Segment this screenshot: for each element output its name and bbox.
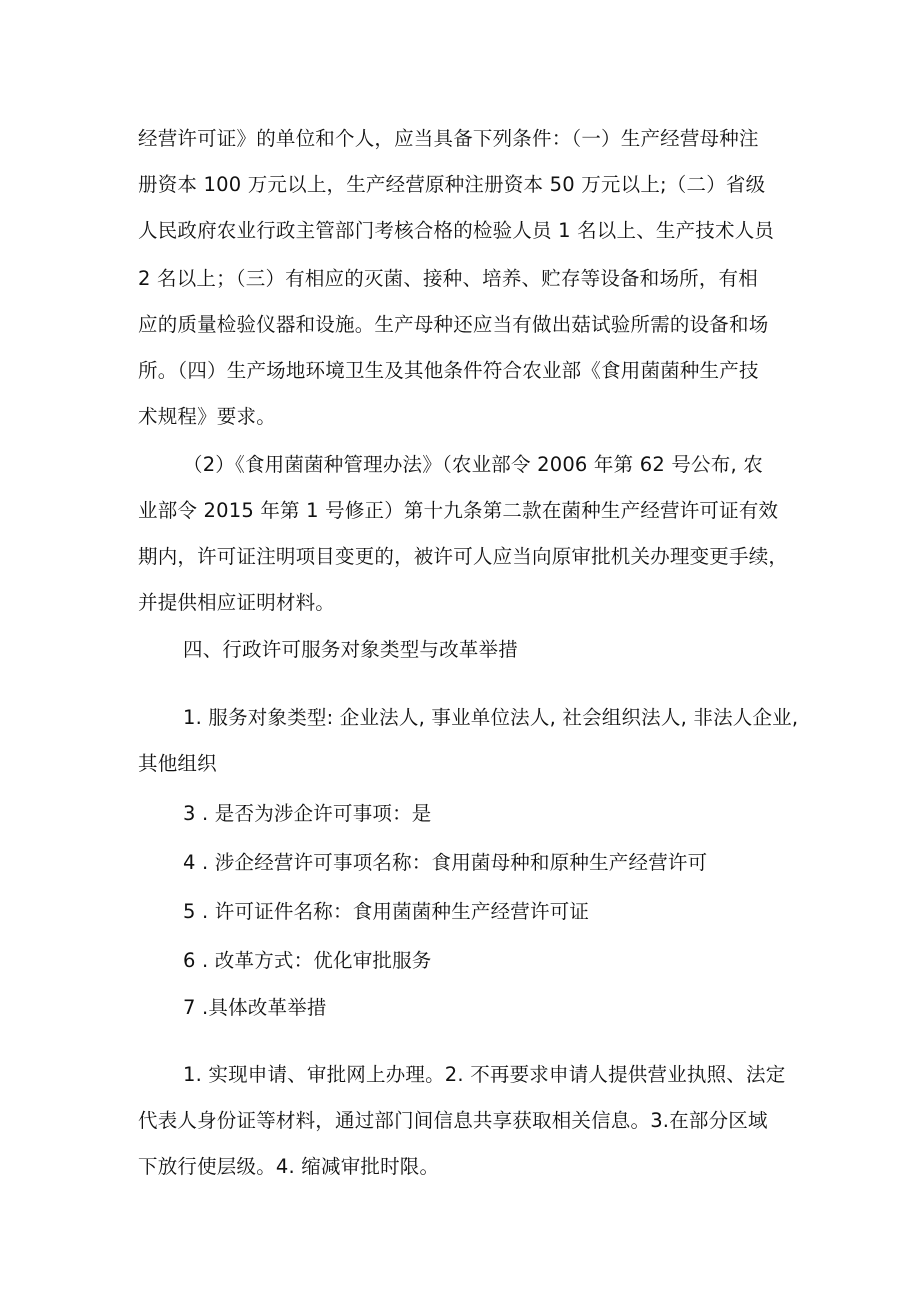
list-item: 3 . 是否为涉企许可事项：是	[183, 802, 432, 825]
paragraph-1-line-6: 所。（四）生产场地环境卫生及其他条件符合农业部《食用菌菌种生产技	[138, 359, 759, 382]
item-1-line-1: 1. 服务对象类型: 企业法人, 事业单位法人, 社会组织法人, 非法人企业,	[183, 706, 799, 729]
paragraph-3-line-2: 代表人身份证等材料，通过部门间信息共享获取相关信息。3.在部分区域	[138, 1109, 768, 1132]
paragraph-1-line-1: 经营许可证》的单位和个人，应当具备下列条件：（一）生产经营母种注	[138, 127, 759, 150]
list-item: 6 . 改革方式：优化审批服务	[183, 949, 432, 972]
paragraph-3-line-3: 下放行使层级。4. 缩减审批时限。	[138, 1155, 440, 1178]
item-1-line-2: 其他组织	[138, 752, 217, 775]
paragraph-2-line-4: 并提供相应证明材料。	[138, 591, 336, 614]
paragraph-1-line-2: 册资本 100 万元以上，生产经营原种注册资本 50 万元以上;（二）省级	[138, 173, 766, 196]
list-item: 5 . 许可证件名称：食用菌菌种生产经营许可证	[183, 900, 590, 923]
section-heading: 四、行政许可服务对象类型与改革举措	[183, 638, 518, 661]
list-item: 7 .具体改革举措	[183, 996, 327, 1019]
paragraph-2-line-2: 业部令 2015 年第 1 号修正）第十九条第二款在菌种生产经营许可证有效	[138, 499, 779, 522]
paragraph-1-line-7: 术规程》要求。	[138, 405, 276, 428]
paragraph-1-line-3: 人民政府农业行政主管部门考核合格的检验人员 1 名以上、生产技术人员	[138, 219, 775, 242]
paragraph-1-line-5: 应的质量检验仪器和设施。生产母种还应当有做出菇试验所需的设备和场	[138, 313, 769, 336]
paragraph-3-line-1: 1. 实现申请、审批网上办理。2. 不再要求申请人提供营业执照、法定	[183, 1063, 786, 1086]
paragraph-2-line-3: 期内，许可证注明项目变更的，被许可人应当向原审批机关办理变更手续，	[138, 545, 789, 568]
paragraph-2-line-1: （2）《食用菌菌种管理办法》（农业部令 2006 年第 62 号公布, 农	[183, 453, 763, 476]
paragraph-1-line-4: 2 名以上；（三）有相应的灭菌、接种、培养、贮存等设备和场所，有相	[138, 267, 758, 290]
list-item: 4 . 涉企经营许可事项名称：食用菌母种和原种生产经营许可	[183, 851, 708, 874]
